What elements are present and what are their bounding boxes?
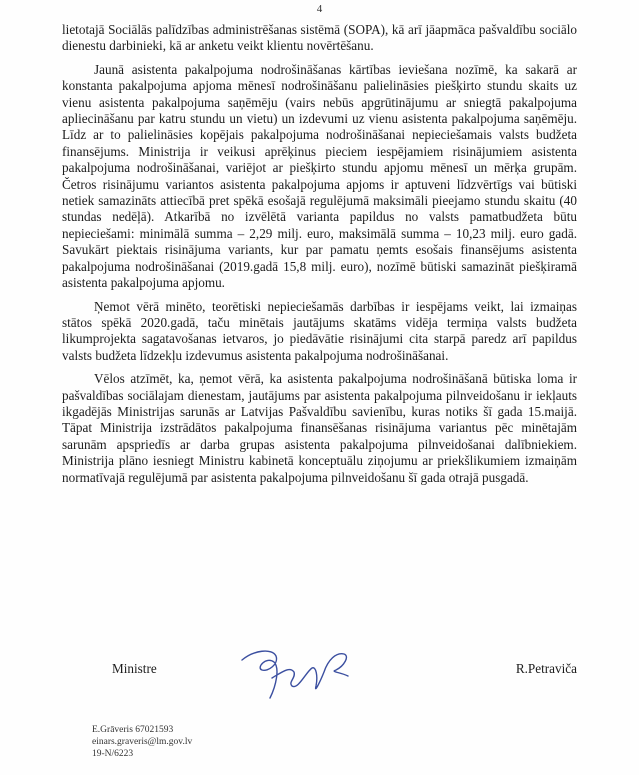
signatory-title: Ministre bbox=[112, 661, 157, 676]
contact-reference: 19-N/6223 bbox=[92, 749, 134, 759]
paragraph-2: Jaunā asistenta pakalpojuma nodrošināšanas kārtības ieviešana nozīmē, ka sakarā ar konstanta pakalpojuma apjoma mēnesī nodrošināšanu palielināsies piešķirto stundu skaits uz vienu asistenta pakalpojuma saņēmēju (vairs nebūs apgrūtinājumu ar sniegtā pakalpojuma apliecināšanu par katru stundu un vietu) un izdevumi uz vienu asistenta pakalpojuma saņēmēju. Līdz ar to palielināsies kopējais pakalpojuma nodrošināšanai nepieciešamais valsts budžeta finansējums. Ministrija ir veikusi aprēķinus pieciem iespējamiem risinājumiem asistenta pakalpojuma nodrošināšanai, variējot ar piešķirto stundu apjomu mēnesī un mērķa grupām. Četros risinājumu variantos asistenta pakalpojuma apjoms ir aptuveni līdzvērtīgs vai būtiski netiek samazināts attiecībā pret spēkā esošajā regulējumā maksimāli pieejamo stundu skaitu (40 stundas nedēļā). Atkarībā no izvēlētā varianta papildus no valsts pamatbudžeta būtu nepieciešami: minimālā summa – 2,29 milj. euro, maksimālā summa – 10,23 milj. euro gadā. Savukārt piektais risinājuma variants, kur par pamatu ņemts esošais finansējums asistenta pakalpojuma nodrošināšanai (2019.gadā 15,8 milj. euro), nozīmē būtiski samazināt piešķiramā asistenta pakalpojuma apjomu. bbox=[62, 61, 577, 291]
signatory-name: R.Petraviča bbox=[515, 661, 577, 676]
paragraph-1: lietotajā Sociālās palīdzības administrēšanas sistēmā (SOPA), kā arī jāapmāca pašvaldību sociālo dienestu darbinieki, kā ar anketu veikt klientu novērtēšanu. bbox=[62, 22, 577, 54]
paragraph-3: Ņemot vērā minēto, teorētiski nepieciešamās darbības ir iespējams veikt, lai izmaiņas stātos spēkā 2020.gadā, taču minētais jautājums skatāms vidēja termiņa valsts budžeta likumprojekta sagatavošanas ietvaros, jo piedāvātie risinājumi cita starpā paredz arī papildus valsts budžeta līdzekļu izdevumus asistenta pakalpojuma nodrošināšanai. bbox=[62, 298, 577, 363]
contact-email: einars.graveris@lm.gov.lv bbox=[92, 737, 193, 747]
handwritten-signature-icon bbox=[232, 642, 372, 702]
contact-block bbox=[92, 724, 192, 760]
signature-block bbox=[62, 650, 577, 710]
page-number: 4 bbox=[316, 3, 323, 15]
contact-author: E.Grāveris 67021593 bbox=[92, 725, 174, 735]
paragraph-4: Vēlos atzīmēt, ka, ņemot vērā, ka asistenta pakalpojuma nodrošināšanā būtiska loma ir pašvaldības sociālajam dienestam, jautājums par asistenta pakalpojuma pilnveidošanu ir iekļauts ikgadējās Ministrijas sarunās ar Latvijas Pašvaldību savienību, kuras notiks šī gada 15.maijā. Tāpat Ministrija izstrādātos pakalpojuma finansēšanas risinājuma variantus pēc minētajām sarunām apspriedīs ar darba grupas asistenta pakalpojuma pilnveidošanai dalībniekiem. Ministrija plāno iesniegt Ministru kabinetā konceptuālu ziņojumu ar priekšlikumiem izmaiņām normatīvajā regulējumā par asistenta pakalpojuma pilnveidošanu šī gada otrajā pusgadā. bbox=[62, 371, 577, 485]
letter-body bbox=[62, 22, 577, 486]
